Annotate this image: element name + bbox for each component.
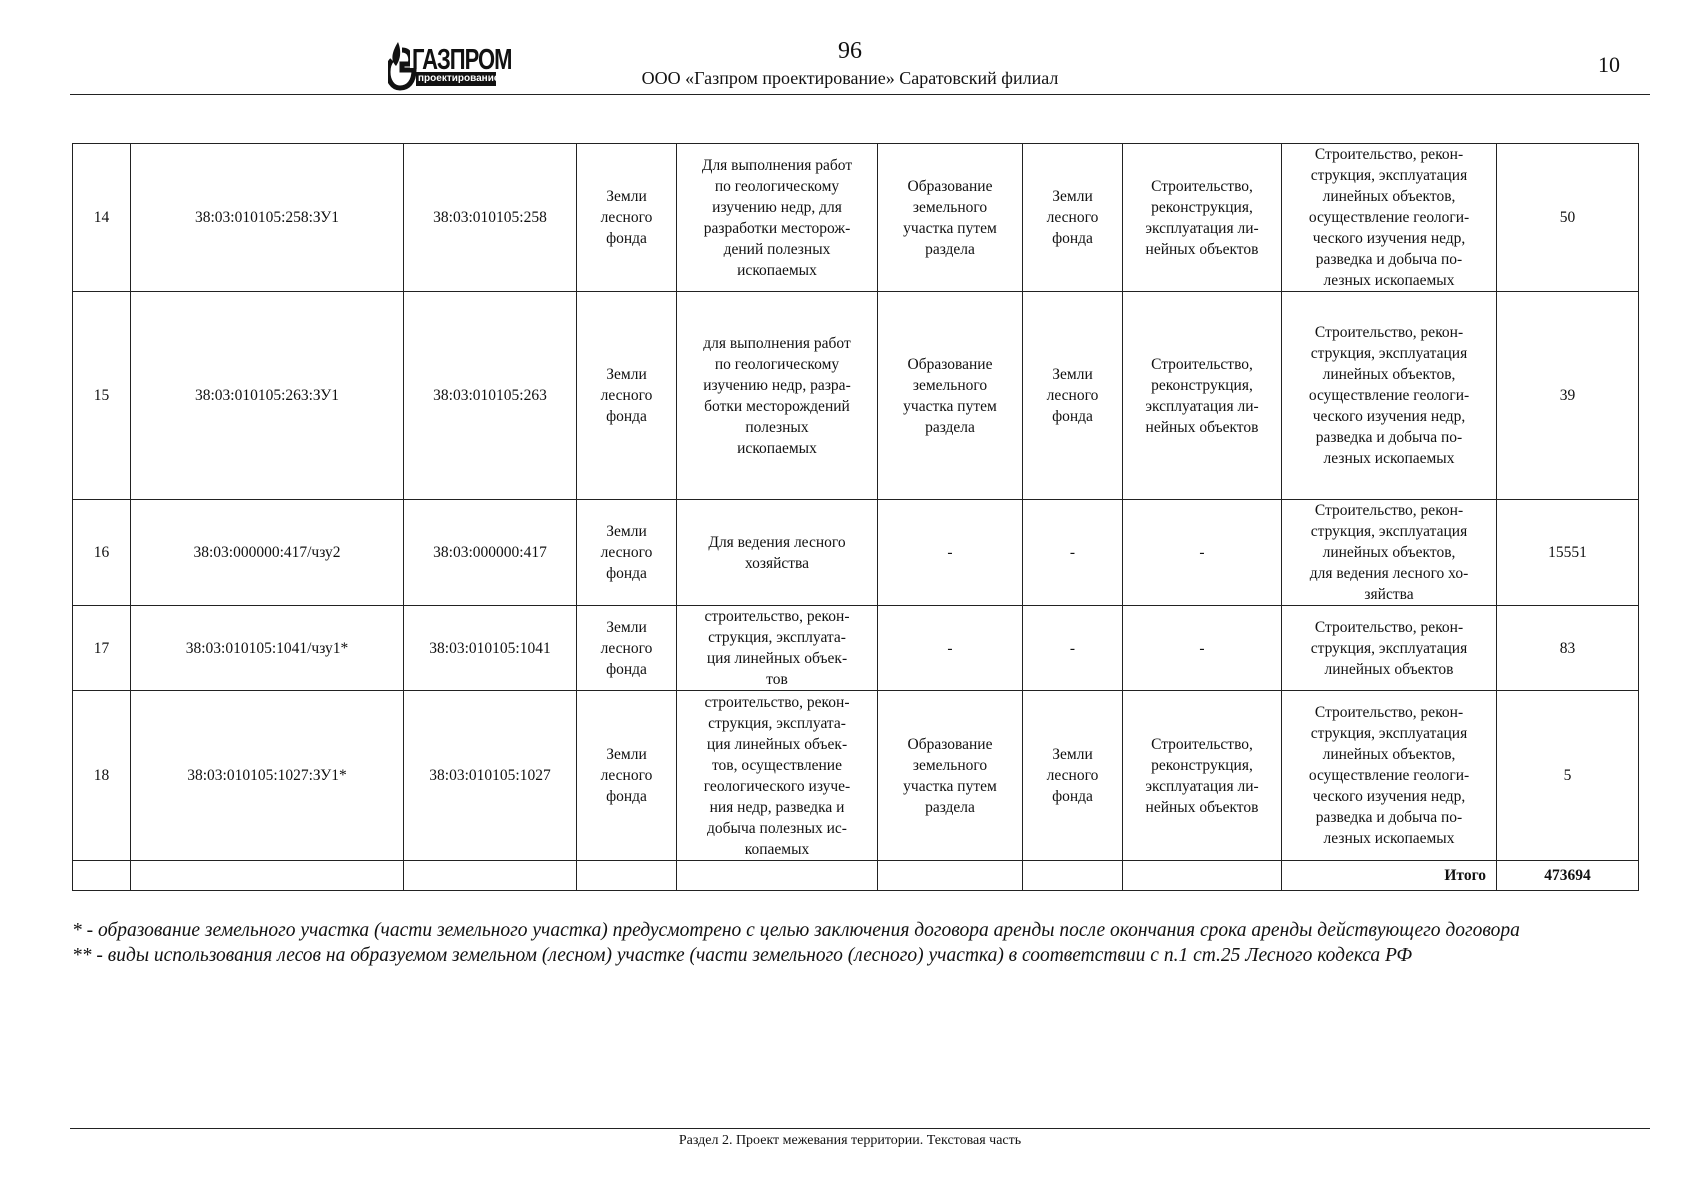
cell-permitted-use-line: хозяйства [744, 554, 810, 572]
cell-land-category [577, 606, 677, 691]
cell-permitted-use-line: разработки месторож- [703, 219, 851, 237]
cell-land-category-line: лесного [600, 639, 653, 657]
cell-land-category-new-line: - [1069, 544, 1076, 561]
company-name: ООО «Газпром проектирование» Саратовский филиал [641, 68, 1059, 88]
total-row [73, 861, 1639, 891]
cell-permitted-use-new [1123, 292, 1282, 500]
cell-forest-use-line: струкция, эксплуатация [1310, 639, 1468, 657]
footer-divider [70, 1128, 1650, 1129]
cell-permitted-use-new-line: эксплуатация ли- [1145, 397, 1259, 415]
cell-land-category [577, 691, 677, 861]
cell-land-category-line: фонда [606, 788, 647, 805]
cell-number: 15 [73, 292, 131, 500]
cell-permitted-use-new-line: нейных объектов [1145, 418, 1259, 436]
cell-number: 17 [73, 606, 131, 691]
cell-forest-use-line: Строительство, рекон- [1314, 146, 1464, 163]
cell-permitted-use-line: ботки месторождений [704, 397, 850, 415]
cell-land-category-new [1023, 691, 1123, 861]
cell-forest-use-line: линейных объектов, [1322, 366, 1456, 383]
cell-permitted-use-line: строительство, рекон- [704, 608, 850, 625]
cell-number: 14 [73, 144, 131, 292]
footnotes [72, 918, 1652, 968]
cell-land-category-new-line: фонда [1052, 788, 1093, 805]
cell-land-category-new-line: Земли [1052, 746, 1093, 763]
cell-permitted-use-line: копаемых [744, 840, 810, 858]
cell-land-category [577, 500, 677, 606]
cell-forest-use [1282, 500, 1497, 606]
cell-permitted-use [677, 606, 878, 691]
cell-land-category-line: лесного [600, 209, 653, 226]
cell-permitted-use-line: Для выполнения работ [701, 156, 853, 174]
cell-permitted-use-line: тов, осуществление [711, 756, 842, 774]
table-body [73, 144, 1639, 861]
cell-permitted-use-line: добыча полезных ис- [707, 819, 847, 837]
cell-forest-use-line: линейных объектов, [1322, 188, 1456, 205]
cell-formation-method-line: - [947, 639, 953, 657]
cell-forest-use [1282, 691, 1497, 861]
cell-permitted-use-new-line: реконструкция, [1151, 756, 1253, 774]
cell-permitted-use [677, 144, 878, 292]
cell-permitted-use-line: ископаемых [737, 261, 817, 279]
cell-land-category-line: Земли [606, 618, 647, 636]
cell-number: 16 [73, 500, 131, 606]
cell-permitted-use-new-line: реконструкция, [1151, 376, 1253, 394]
total-cell-empty [131, 861, 404, 891]
company-logo [388, 40, 512, 92]
cell-forest-use-line: струкция, эксплуатация [1310, 523, 1468, 540]
total-cell-empty [73, 861, 131, 891]
cell-permitted-use-line: полезных [745, 418, 809, 436]
cell-permitted-use-new-line: Строительство, [1151, 735, 1253, 753]
cell-area: 50 [1497, 144, 1639, 292]
cell-new-plot-id: 38:03:010105:258:ЗУ1 [131, 144, 404, 292]
cell-land-category-new [1023, 292, 1123, 500]
page-number-center: 96 [838, 38, 862, 64]
cell-permitted-use-line: ция линейных объек- [706, 650, 848, 667]
cell-permitted-use-line: ция линейных объек- [706, 735, 848, 753]
cell-land-category [577, 292, 677, 500]
total-cell-empty [404, 861, 577, 891]
page-number-right: 10 [1598, 52, 1620, 77]
cell-forest-use-line: осуществление геологи- [1308, 767, 1470, 784]
cell-formation-method [878, 144, 1023, 292]
cell-permitted-use-line: тов [766, 671, 788, 688]
cell-forest-use-line: лезных ископаемых [1323, 830, 1455, 847]
footer-text: Раздел 2. Проект межевания территории. Текстовая часть [678, 1133, 1022, 1148]
cell-area: 5 [1497, 691, 1639, 861]
cell-area: 39 [1497, 292, 1639, 500]
table-row [73, 691, 1639, 861]
cell-forest-use-line: Строительство, рекон- [1314, 502, 1464, 519]
cell-permitted-use-new-line: эксплуатация ли- [1145, 219, 1259, 237]
cell-formation-method-line: раздела [925, 240, 975, 258]
cell-forest-use-line: осуществление геологи- [1308, 209, 1470, 226]
cell-permitted-use [677, 292, 878, 500]
total-cell-empty [677, 861, 878, 891]
cell-land-category-new-line: фонда [1052, 230, 1093, 247]
table-row [73, 606, 1639, 691]
cell-permitted-use-line: изучению недр, разра- [703, 376, 851, 394]
cell-permitted-use-line: для выполнения работ [703, 334, 851, 352]
cell-land-category-new [1023, 500, 1123, 606]
cell-forest-use-line: струкция, эксплуатация [1310, 345, 1468, 362]
cell-source-plot-id: 38:03:010105:1027 [404, 691, 577, 861]
cell-formation-method-line: Образование [907, 177, 993, 195]
cell-permitted-use-line: ископаемых [737, 439, 817, 457]
cell-formation-method-line: участка путем [903, 397, 997, 415]
cell-permitted-use-new [1123, 500, 1282, 606]
cell-permitted-use-new [1123, 144, 1282, 292]
cell-forest-use-line: разведка и добыча по- [1315, 429, 1463, 446]
cell-new-plot-id: 38:03:000000:417/чзу2 [131, 500, 404, 606]
cell-land-category-line: фонда [606, 565, 647, 582]
cell-forest-use-line: ческого изучения недр, [1312, 788, 1466, 805]
cell-land-category-new-line: лесного [1046, 209, 1099, 226]
cell-permitted-use-line: Для ведения лесного [708, 533, 846, 551]
cell-permitted-use-new-line: Строительство, [1151, 355, 1253, 373]
cell-permitted-use-line: струкция, эксплуата- [708, 714, 846, 732]
cell-forest-use [1282, 292, 1497, 500]
cell-formation-method-line: земельного [912, 198, 988, 216]
cell-permitted-use-new-line: - [1199, 639, 1205, 657]
cell-forest-use-line: для ведения лесного хо- [1309, 565, 1469, 582]
total-value: 473694 [1497, 861, 1639, 891]
cell-land-category-line: Земли [606, 366, 647, 383]
cell-area: 83 [1497, 606, 1639, 691]
cell-forest-use-line: Строительство, рекон- [1314, 324, 1464, 341]
cell-permitted-use-line: изучению недр, для [712, 198, 842, 216]
total-cell-empty [878, 861, 1023, 891]
cell-permitted-use-new [1123, 691, 1282, 861]
footnote-1: * - образование земельного участка (части земельного участка) предусмотрено с целью заключения договора аренды после окончания срока аренды действующего договора [72, 920, 1520, 941]
table-row [73, 500, 1639, 606]
total-cell-empty [1023, 861, 1123, 891]
cell-permitted-use-line: строительство, рекон- [704, 693, 850, 711]
table-row [73, 144, 1639, 292]
cell-source-plot-id: 38:03:000000:417 [404, 500, 577, 606]
cell-formation-method-line: Образование [907, 355, 993, 373]
cell-permitted-use-line: ния недр, разведка и [709, 798, 845, 816]
cell-land-category-line: фонда [606, 408, 647, 425]
cell-land-category-new-line: лесного [1046, 387, 1099, 404]
cell-permitted-use-new-line: - [1199, 544, 1205, 561]
cell-forest-use-line: разведка и добыча по- [1315, 809, 1463, 826]
cell-permitted-use-line: геологического изуче- [703, 777, 851, 795]
cell-land-category-line: фонда [606, 660, 647, 678]
cell-permitted-use-line: дений полезных [723, 240, 831, 258]
cell-formation-method-line: раздела [925, 418, 975, 436]
cell-permitted-use-new-line: нейных объектов [1145, 240, 1259, 258]
cell-forest-use [1282, 606, 1497, 691]
cell-forest-use-line: линейных объектов [1324, 660, 1454, 678]
cell-land-category-line: фонда [606, 230, 647, 247]
cell-formation-method-line: участка путем [903, 777, 997, 795]
cell-formation-method-line: участка путем [903, 219, 997, 237]
total-cell-empty [577, 861, 677, 891]
cell-formation-method-line: земельного [912, 376, 988, 394]
logo-subtext: проектирование [418, 73, 500, 84]
cell-formation-method [878, 606, 1023, 691]
cell-forest-use-line: лезных ископаемых [1323, 272, 1455, 289]
cell-permitted-use [677, 500, 878, 606]
cell-forest-use-line: ческого изучения недр, [1312, 230, 1466, 247]
cell-land-category-line: Земли [606, 188, 647, 205]
cell-forest-use-line: осуществление геологи- [1308, 387, 1470, 404]
cell-forest-use-line: линейных объектов, [1322, 746, 1456, 763]
cell-area: 15551 [1497, 500, 1639, 606]
cell-formation-method [878, 691, 1023, 861]
cell-land-category-line: Земли [606, 746, 647, 763]
cell-land-category-new [1023, 144, 1123, 292]
cell-land-category-line: лесного [600, 544, 653, 561]
cell-permitted-use-new-line: эксплуатация ли- [1145, 777, 1259, 795]
cell-land-category-new [1023, 606, 1123, 691]
land-plots-table [72, 143, 1639, 891]
cell-permitted-use-line: струкция, эксплуата- [708, 629, 846, 646]
cell-forest-use-line: разведка и добыча по- [1315, 251, 1463, 268]
cell-formation-method-line: земельного [912, 756, 988, 774]
total-cell-empty [1123, 861, 1282, 891]
cell-permitted-use [677, 691, 878, 861]
cell-source-plot-id: 38:03:010105:263 [404, 292, 577, 500]
cell-formation-method-line: раздела [925, 798, 975, 816]
cell-permitted-use-line: по геологическому [714, 177, 840, 195]
cell-formation-method [878, 500, 1023, 606]
cell-permitted-use-new-line: нейных объектов [1145, 798, 1259, 816]
cell-forest-use-line: линейных объектов, [1322, 544, 1456, 561]
cell-forest-use-line: зяйства [1364, 586, 1414, 603]
cell-land-category-new-line: - [1069, 639, 1076, 657]
header-divider [70, 94, 1650, 95]
cell-forest-use-line: струкция, эксплуатация [1310, 167, 1468, 184]
cell-forest-use-line: Строительство, рекон- [1314, 618, 1464, 636]
cell-land-category-new-line: Земли [1052, 366, 1093, 383]
cell-forest-use-line: лезных ископаемых [1323, 450, 1455, 467]
cell-forest-use [1282, 144, 1497, 292]
cell-land-category-new-line: фонда [1052, 408, 1093, 425]
cell-formation-method [878, 292, 1023, 500]
cell-land-category-line: лесного [600, 767, 653, 784]
cell-permitted-use-new-line: реконструкция, [1151, 198, 1253, 216]
cell-formation-method-line: - [947, 544, 953, 561]
table-row [73, 292, 1639, 500]
cell-forest-use-line: Строительство, рекон- [1314, 704, 1464, 721]
cell-permitted-use-new-line: Строительство, [1151, 177, 1253, 195]
footnote-2: ** - виды использования лесов на образуемом земельном (лесном) участке (части земельного (лесного) участка) в соответствии с п.1 ст.25 Лесного кодекса РФ [72, 945, 1413, 966]
cell-number: 18 [73, 691, 131, 861]
cell-permitted-use-line: по геологическому [714, 355, 840, 373]
cell-land-category-line: Земли [606, 523, 647, 540]
cell-source-plot-id: 38:03:010105:258 [404, 144, 577, 292]
total-label: Итого [1282, 861, 1497, 891]
cell-land-category-new-line: Земли [1052, 188, 1093, 205]
cell-new-plot-id: 38:03:010105:263:ЗУ1 [131, 292, 404, 500]
cell-land-category [577, 144, 677, 292]
cell-forest-use-line: ческого изучения недр, [1312, 408, 1466, 425]
cell-new-plot-id: 38:03:010105:1041/чзу1* [131, 606, 404, 691]
cell-permitted-use-new [1123, 606, 1282, 691]
cell-source-plot-id: 38:03:010105:1041 [404, 606, 577, 691]
cell-formation-method-line: Образование [907, 735, 993, 753]
cell-forest-use-line: струкция, эксплуатация [1310, 725, 1468, 742]
cell-land-category-new-line: лесного [1046, 767, 1099, 784]
logo-wordmark: ГАЗПРОМ [412, 43, 512, 76]
cell-new-plot-id: 38:03:010105:1027:ЗУ1* [131, 691, 404, 861]
cell-land-category-line: лесного [600, 387, 653, 404]
